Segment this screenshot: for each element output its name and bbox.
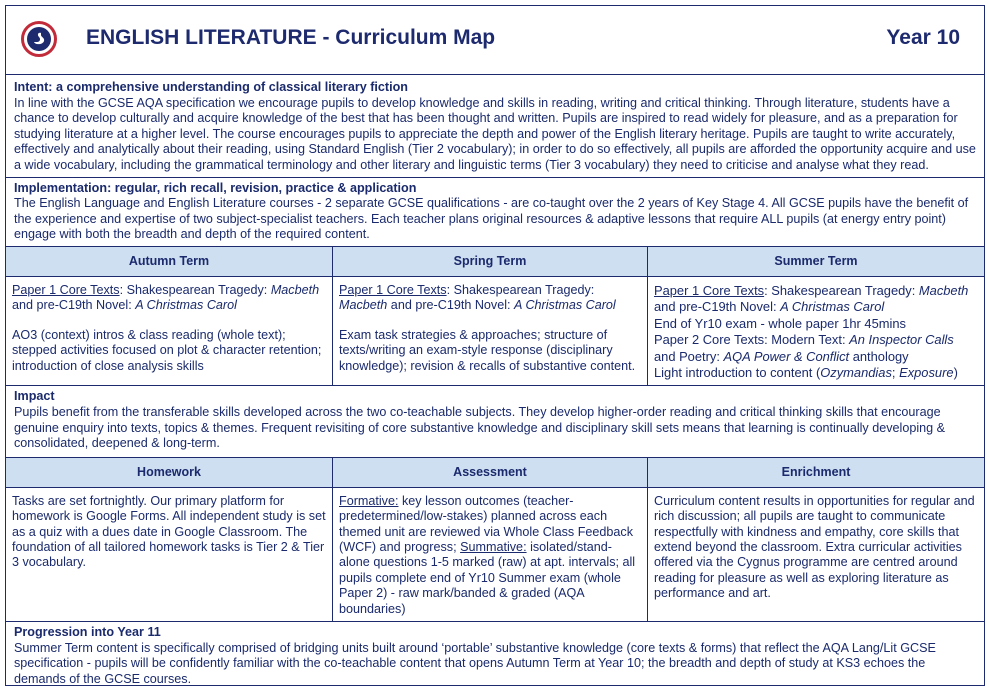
autumn-activities: AO3 (context) intros & class reading (whole text); stepped activities focused on plot & character retention; introduction of close analysis skills [12, 327, 322, 373]
extras-table [6, 458, 984, 622]
enrichment-header: Enrichment [647, 458, 984, 488]
intent-heading: Intent: a comprehensive understanding of classical literary fiction [14, 80, 409, 94]
progression-body: Summer Term content is specifically comprised of bridging units built around ‘portable’ substantive knowledge (core texts & forms) that reflect the AQA Lang/Lit GCSE specification - pupils will be confidently familiar with the co-teachable content that opens Autumn Term at Year 10; the breadth and depth of study at KS3 echoes the demands of the GCSE courses. [14, 640, 936, 686]
implementation-body: The English Language and English Literature courses - 2 separate GCSE qualifications - are co-taught over the 2 years of Key Stage 4. All GCSE pupils have the benefit of the experience and expertise of two subject-specialist teachers. Each teacher plans original resources & adaptive lessons that require ALL pupils (at energy entry point) engage with both the breadth and depth of the required content. [14, 196, 969, 242]
summer-light-intro: Light introduction to content (Ozymandias; Exposure) [654, 364, 958, 380]
spring-cell [332, 277, 647, 385]
impact-body: Pupils benefit from the transferable skills developed across the two co-teachable subjects. They develop higher-order reading and critical thinking skills that encourage genuine enquiry into texts, topics & themes. Frequent revisiting of core substantive knowledge and disciplinary skill sets means that learning is continually developing & consolidated, deepened & long-term. [14, 404, 946, 451]
impact-heading: Impact [14, 389, 55, 404]
curriculum-map [5, 5, 985, 686]
summer-paper2: Paper 2 Core Texts: Modern Text: An Inspector Calls and Poetry: AQA Power & Conflict anthology [654, 332, 954, 364]
assessment-header: Assessment [332, 458, 647, 488]
summer-header: Summer Term [647, 247, 984, 277]
year-label: Year 10 [886, 26, 960, 49]
summer-cell [647, 277, 984, 385]
implementation-section [6, 178, 984, 247]
page-title: ENGLISH LITERATURE - Curriculum Map [86, 26, 496, 49]
implementation-heading: Implementation: regular, rich recall, revision, practice & application [14, 180, 417, 195]
autumn-cell [6, 277, 332, 383]
spring-header: Spring Term [332, 247, 647, 277]
summer-exam: End of Yr10 exam - whole paper 1hr 45mins [654, 315, 906, 331]
progression-section [6, 622, 984, 690]
progression-heading: Progression into Year 11 [14, 625, 161, 639]
assessment-cell: Formative: key lesson outcomes (teacher-predetermined/low-stakes) planned across each themed unit are reviewed via Whole Class Feedback (WCF) and progress; Summative: isolated/stand-alone questions 1-5 marked (raw) at apt. intervals; all pupils complete end of Yr10 Summer exam (whole Paper 2) - raw mark/banded & graded (AQA boundaries) [332, 488, 647, 621]
intent-section [6, 75, 984, 178]
impact-section [6, 386, 984, 457]
autumn-core-texts: Paper 1 Core Texts: Shakespearean Tragedy: Macbeth and pre-C19th Novel: A Christmas Carol [12, 282, 320, 313]
autumn-header: Autumn Term [6, 247, 332, 277]
swan-logo-icon [21, 21, 57, 57]
page-header [6, 6, 984, 75]
enrichment-cell: Curriculum content results in opportunities for regular and rich discussion; all pupils are taught to communicate respectfully with kindness and empathy, core skills that extend beyond the classroom. Extra curricular activities offered via the Cygnus programme are centred around reading for pleasure as well as exploring literature as performance and art. [647, 488, 984, 621]
spring-core-texts: Paper 1 Core Texts: Shakespearean Tragedy: Macbeth and pre-C19th Novel: A Christmas Carol [339, 282, 616, 313]
summer-core-texts: Paper 1 Core Texts: Shakespearean Tragedy: Macbeth and pre-C19th Novel: A Christmas Carol [654, 282, 969, 315]
spring-activities: Exam task strategies & approaches; structure of texts/writing an exam-style response (disciplinary knowledge); revision & recalls of substantive content. [339, 327, 636, 373]
terms-table [6, 247, 984, 386]
homework-cell: Tasks are set fortnightly. Our primary platform for homework is Google Forms. All independent study is set as a quiz with a dues date in Google Classroom. The foundation of all tailored homework tasks is Tier 2 & Tier 3 vocabulary. [12, 493, 326, 570]
intent-body: In line with the GCSE AQA specification we encourage pupils to develop knowledge and skills in reading, writing and critical thinking. Through literature, students have a chance to develop culturally and acquire knowledge of the best that has been thought and written. Pupils are inspired to read widely for pleasure, and as a preparation for studying literature at a higher level. The course encourages pupils to appreciate the depth and power of the English literary heritage. Pupils are taught to write accurately, effectively and analytically about their reading, using Standard English (Tier 2 vocabulary); in order to do so effectively, all pupils are afforded the opportunity acquire and use a wide vocabulary, including the grammatical terminology and other literary and linguistic terms (Tier 3 vocabulary) they need to criticise and analyse what they read. [14, 95, 976, 172]
homework-header: Homework [6, 458, 332, 488]
